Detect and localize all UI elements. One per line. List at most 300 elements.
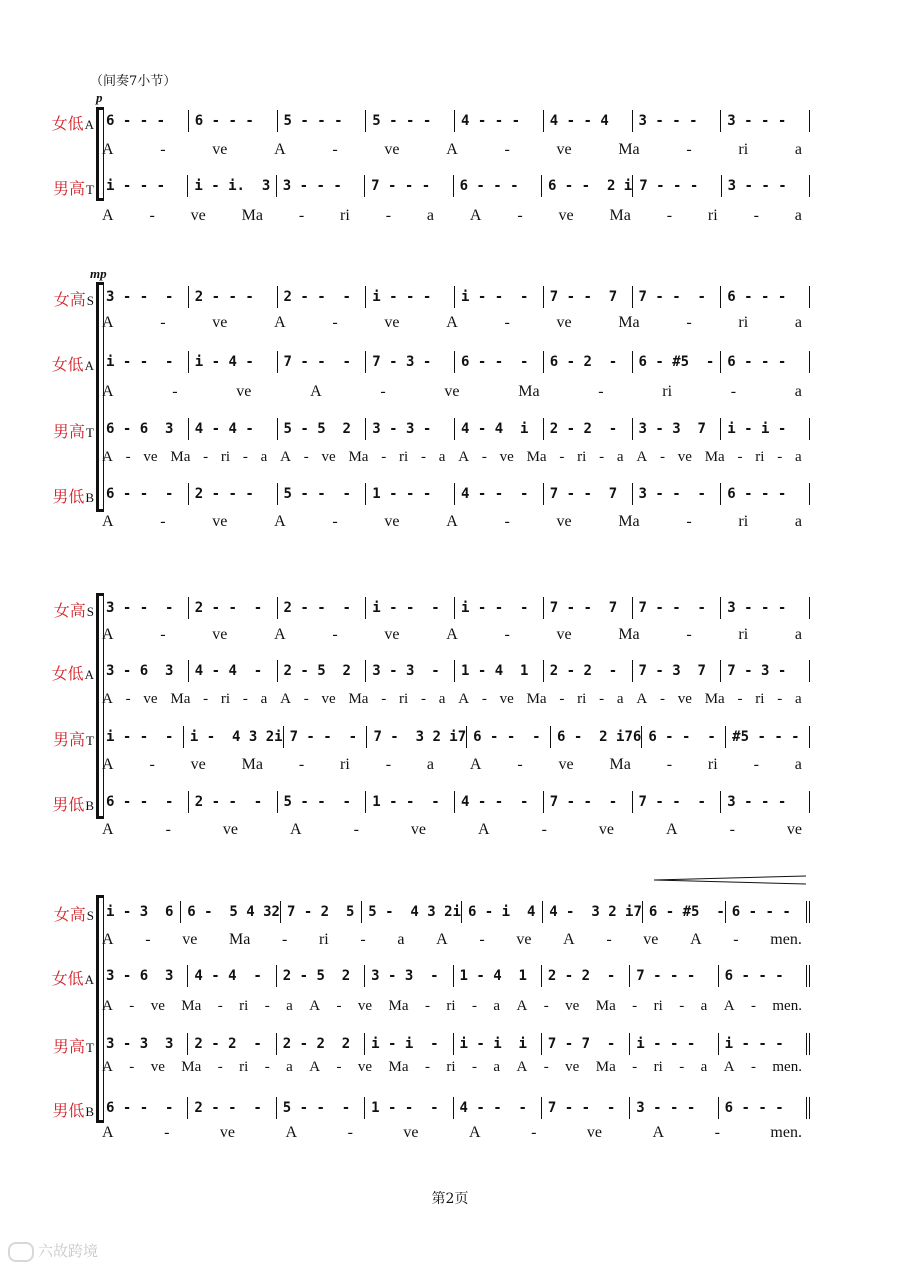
- tenor-staff: [100, 418, 810, 440]
- lyric: a: [397, 931, 405, 948]
- bass-lyrics: [102, 513, 802, 533]
- lyric: A: [636, 449, 648, 465]
- measure: 4 - 4 -: [189, 660, 278, 682]
- lyric: -: [666, 207, 673, 224]
- measure: 5 - 4 3 2i: [362, 901, 462, 923]
- alto-lyrics: [102, 691, 802, 711]
- measure: i - 4 -: [189, 351, 278, 373]
- lyric: a: [794, 691, 802, 707]
- lyric: A: [102, 626, 114, 643]
- lyric: A: [102, 314, 114, 331]
- lyric: -: [303, 449, 309, 465]
- lyric: -: [380, 383, 386, 400]
- measure: 6 - - -: [719, 965, 810, 987]
- lyric: ri: [318, 931, 329, 948]
- lyric: -: [559, 449, 565, 465]
- measure: 3 - 6 3: [100, 660, 189, 682]
- lyric: -: [750, 1059, 756, 1075]
- lyric: -: [160, 314, 166, 331]
- lyric: -: [281, 931, 288, 948]
- lyric: ve: [499, 449, 514, 465]
- measure: 7 - - -: [633, 597, 722, 619]
- lyric: A: [102, 691, 113, 707]
- lyric: -: [160, 513, 166, 530]
- measure: #5 - - -: [726, 726, 810, 748]
- lyric: -: [733, 931, 739, 948]
- lyric: -: [753, 756, 759, 773]
- lyric: A: [690, 931, 702, 948]
- lyric: A: [446, 314, 458, 331]
- lyric: ri: [446, 1059, 456, 1075]
- measure: 6 - - -: [467, 726, 551, 748]
- soprano-lyrics: [102, 931, 802, 951]
- measure: 5 - - -: [277, 1097, 365, 1119]
- lyric: -: [517, 207, 523, 224]
- lyric: ve: [222, 821, 238, 838]
- measure: i - 3 6: [100, 901, 181, 923]
- voice-label-alto: 女低A: [51, 355, 94, 374]
- lyric: ri: [738, 513, 749, 530]
- lyric: -: [129, 998, 135, 1014]
- lyric: ri: [738, 141, 749, 158]
- measure: 7 - - -: [542, 1097, 630, 1119]
- soprano-staff: [100, 597, 810, 619]
- lyric: -: [750, 998, 756, 1014]
- measure: 2 - - -: [189, 483, 278, 505]
- measure: i - 4 3 2i: [184, 726, 284, 748]
- lyric: a: [286, 998, 293, 1014]
- lyric: A: [723, 998, 735, 1014]
- lyric: Ma: [388, 1059, 409, 1075]
- measure: 6 - i 4: [462, 901, 543, 923]
- lyric: ri: [220, 691, 231, 707]
- lyric: A: [516, 1059, 528, 1075]
- lyric: -: [149, 756, 155, 773]
- lyric: A: [436, 931, 448, 948]
- measure: 6 - - -: [721, 351, 810, 373]
- lyric: -: [303, 691, 309, 707]
- measure: 6 - - -: [100, 483, 189, 505]
- lyric: -: [125, 449, 131, 465]
- lyric: -: [203, 691, 209, 707]
- lyric: -: [606, 931, 612, 948]
- measure: 3 - - -: [722, 175, 810, 197]
- measure: i - - -: [719, 1033, 810, 1055]
- lyric: ve: [357, 1059, 373, 1075]
- lyric: A: [280, 691, 291, 707]
- lyric: ve: [143, 449, 158, 465]
- bass-staff: [100, 483, 810, 505]
- measure: 7 - 7 -: [542, 1033, 630, 1055]
- measure: 6 - - 2 i: [542, 175, 633, 197]
- lyric: ve: [558, 756, 574, 773]
- lyric: -: [632, 1059, 638, 1075]
- measure: 6 - - -: [189, 110, 278, 132]
- lyric: ve: [586, 1124, 602, 1141]
- lyric: Ma: [170, 449, 191, 465]
- lyric: men.: [770, 931, 802, 948]
- lyric: -: [217, 1059, 223, 1075]
- lyric: -: [381, 449, 387, 465]
- tenor-staff: [100, 726, 810, 748]
- measure: 2 - - -: [188, 1097, 276, 1119]
- lyric: -: [504, 626, 510, 643]
- measure: 7 - 2 5: [281, 901, 362, 923]
- lyric: -: [203, 449, 209, 465]
- measure: 2 - - -: [278, 597, 367, 619]
- lyric: -: [217, 998, 223, 1014]
- lyric: ve: [444, 383, 460, 400]
- lyric: ri: [577, 449, 587, 465]
- lyric: ve: [321, 691, 336, 707]
- lyric: -: [777, 691, 783, 707]
- lyric: -: [599, 449, 605, 465]
- lyric: Ma: [348, 449, 369, 465]
- lyric: A: [102, 1124, 114, 1141]
- lyric: Ma: [181, 1059, 202, 1075]
- lyric: a: [794, 449, 802, 465]
- lyric: ri: [239, 998, 249, 1014]
- voice-label-tenor: 男高T: [53, 422, 94, 441]
- lyric: -: [666, 756, 673, 773]
- lyric: A: [274, 314, 286, 331]
- measure: 3 - - -: [630, 1097, 718, 1119]
- lyric: -: [420, 449, 426, 465]
- measure: 6 - - -: [455, 351, 544, 373]
- lyric: -: [729, 821, 735, 838]
- lyric: -: [504, 314, 510, 331]
- lyric: -: [686, 314, 692, 331]
- measure: 7 - - 7: [544, 286, 633, 308]
- lyric: -: [777, 449, 783, 465]
- alto-lyrics: [102, 998, 802, 1018]
- measure: 2 - 5 2: [277, 965, 365, 987]
- lyric: ve: [190, 756, 206, 773]
- lyric: Ma: [609, 756, 631, 773]
- lyric: ve: [786, 821, 802, 838]
- lyric: -: [332, 513, 338, 530]
- measure: 7 - - -: [365, 175, 453, 197]
- lyric: ve: [212, 626, 228, 643]
- measure: i - i -: [365, 1033, 453, 1055]
- measure: 6 - - -: [100, 791, 189, 813]
- lyric: Ma: [618, 626, 640, 643]
- voice-label-tenor: 男高T: [53, 179, 94, 198]
- lyric: ve: [677, 449, 692, 465]
- measure: 7 - 3 2 i7: [367, 726, 467, 748]
- dynamic-p: p: [96, 90, 103, 105]
- measure: 3 - - -: [277, 175, 365, 197]
- lyric: Ma: [618, 314, 640, 331]
- lyric: ve: [384, 141, 400, 158]
- voice-label-alto: 女低A: [51, 664, 94, 683]
- lyric: ri: [653, 1059, 663, 1075]
- lyric: -: [598, 383, 604, 400]
- lyric: A: [102, 141, 114, 158]
- measure: i - i. 3: [188, 175, 276, 197]
- lyric: -: [541, 821, 547, 838]
- measure: 2 - 2 -: [542, 965, 630, 987]
- measure: 2 - - -: [189, 286, 278, 308]
- alto-staff: [100, 110, 810, 132]
- measure: 7 - - -: [278, 351, 367, 373]
- lyric: ve: [190, 207, 206, 224]
- measure: i - - -: [630, 1033, 718, 1055]
- lyric: ve: [556, 141, 572, 158]
- lyric: a: [794, 513, 802, 530]
- decrescendo-hairpin: [652, 874, 808, 886]
- lyric: Ma: [228, 931, 251, 948]
- lyric: ve: [556, 626, 572, 643]
- voice-label-alto: 女低A: [51, 114, 94, 133]
- lyric: Ma: [595, 1059, 616, 1075]
- voice-label-bass: 男低B: [52, 1101, 94, 1120]
- lyric: ve: [556, 513, 572, 530]
- lyric: -: [164, 1124, 170, 1141]
- lyric: -: [160, 626, 166, 643]
- measure: 2 - 2 2: [277, 1033, 365, 1055]
- lyric: A: [563, 931, 575, 948]
- lyric: Ma: [518, 383, 540, 400]
- alto-staff: [100, 351, 810, 373]
- lyric: -: [479, 931, 485, 948]
- measure: 6 - - -: [642, 726, 726, 748]
- measure: 6 - - -: [100, 1097, 188, 1119]
- lyric: ve: [212, 314, 228, 331]
- dynamic-mp: mp: [90, 266, 107, 281]
- lyric: ve: [219, 1124, 235, 1141]
- measure: 4 - - -: [454, 1097, 542, 1119]
- lyric: ri: [577, 691, 587, 707]
- lyric: ve: [182, 931, 198, 948]
- lyric: A: [274, 626, 286, 643]
- measure: 3 - 3 -: [366, 660, 455, 682]
- lyric: Ma: [618, 513, 640, 530]
- soprano-lyrics: [102, 626, 802, 646]
- lyric: -: [332, 141, 338, 158]
- measure: 3 - - -: [721, 110, 810, 132]
- lyric: A: [102, 998, 113, 1014]
- soprano-lyrics: [102, 314, 802, 334]
- lyric: A: [280, 449, 291, 465]
- lyric: a: [616, 691, 624, 707]
- measure: 2 - 5 2: [278, 660, 367, 682]
- lyric: ve: [565, 998, 580, 1014]
- lyric: Ma: [704, 449, 725, 465]
- lyric: A: [446, 626, 458, 643]
- voice-label-soprano: 女高S: [53, 290, 94, 309]
- measure: 4 - 4 -: [188, 965, 276, 987]
- lyric: ve: [516, 931, 532, 948]
- lyric: A: [290, 821, 302, 838]
- lyric: -: [471, 998, 477, 1014]
- measure: 3 - - -: [721, 597, 810, 619]
- lyric: ve: [384, 513, 400, 530]
- measure: 5 - - -: [278, 483, 367, 505]
- measure: i - - -: [100, 726, 184, 748]
- voice-label-bass: 男低B: [52, 487, 94, 506]
- lyric: ve: [565, 1059, 580, 1075]
- measure: 3 - 3 -: [366, 418, 455, 440]
- alto-staff: [100, 965, 810, 987]
- lyric: -: [753, 207, 759, 224]
- measure: 6 - #5 -: [643, 901, 726, 923]
- lyric: -: [737, 691, 743, 707]
- lyric: -: [385, 207, 392, 224]
- lyric: -: [504, 513, 510, 530]
- lyric: ve: [236, 383, 252, 400]
- lyric: -: [543, 1059, 549, 1075]
- lyric: a: [616, 449, 624, 465]
- lyric: -: [298, 207, 305, 224]
- measure: 1 - - -: [365, 1097, 453, 1119]
- lyric: a: [794, 626, 802, 643]
- tenor-lyrics: [102, 756, 802, 776]
- lyric: -: [679, 998, 685, 1014]
- lyric: a: [493, 998, 501, 1014]
- lyric: -: [659, 449, 665, 465]
- lyric: -: [517, 756, 523, 773]
- lyric: -: [242, 691, 248, 707]
- lyric: ve: [384, 314, 400, 331]
- lyric: ri: [399, 449, 409, 465]
- lyric: ve: [410, 821, 426, 838]
- lyric: a: [260, 691, 268, 707]
- interlude-note: （间奏7小节）: [90, 74, 177, 89]
- measure: 3 - - -: [100, 597, 189, 619]
- lyric: -: [332, 626, 338, 643]
- lyric: ri: [755, 449, 765, 465]
- tenor-lyrics: [102, 207, 802, 227]
- lyric: a: [438, 691, 446, 707]
- lyric: ri: [738, 626, 749, 643]
- lyric: Ma: [595, 998, 616, 1014]
- lyric: -: [336, 1059, 342, 1075]
- lyric: -: [686, 513, 692, 530]
- lyric: ri: [653, 998, 663, 1014]
- measure: 1 - 4 1: [455, 660, 544, 682]
- lyric: Ma: [241, 207, 263, 224]
- lyric: Ma: [704, 691, 725, 707]
- lyric: Ma: [241, 756, 263, 773]
- measure: 7 - - -: [284, 726, 368, 748]
- lyric: ve: [150, 1059, 165, 1075]
- measure: 4 - - -: [455, 110, 544, 132]
- measure: 3 - - -: [633, 483, 722, 505]
- lyric: Ma: [170, 691, 191, 707]
- voice-label-tenor: 男高T: [53, 1037, 94, 1056]
- voice-label-soprano: 女高S: [53, 905, 94, 924]
- measure: 2 - 2 -: [544, 418, 633, 440]
- lyric: -: [347, 1124, 353, 1141]
- measure: i - - -: [366, 597, 455, 619]
- lyric: A: [309, 1059, 321, 1075]
- lyric: -: [420, 691, 426, 707]
- measure: 3 - - -: [721, 791, 810, 813]
- tenor-staff: [100, 175, 810, 197]
- lyric: -: [145, 931, 151, 948]
- measure: 6 - 6 3: [100, 418, 189, 440]
- measure: 6 - - -: [726, 901, 810, 923]
- lyric: -: [659, 691, 665, 707]
- tenor-lyrics: [102, 1059, 802, 1079]
- measure: 2 - 2 -: [188, 1033, 276, 1055]
- lyric: ve: [598, 821, 614, 838]
- watermark: [8, 1240, 98, 1262]
- lyric: -: [686, 141, 692, 158]
- lyric: ve: [677, 691, 692, 707]
- lyric: Ma: [388, 998, 409, 1014]
- lyric: -: [242, 449, 248, 465]
- measure: 6 - 2 -: [544, 351, 633, 373]
- lyric: a: [700, 1059, 708, 1075]
- measure: 6 - - -: [454, 175, 542, 197]
- lyric: a: [260, 449, 268, 465]
- lyric: ve: [384, 626, 400, 643]
- measure: 1 - - -: [366, 483, 455, 505]
- lyric: ve: [558, 207, 574, 224]
- measure: 6 - - -: [100, 110, 189, 132]
- bass-lyrics: [102, 821, 802, 841]
- voice-label-tenor: 男高T: [53, 730, 94, 749]
- alto-lyrics: [102, 141, 802, 161]
- lyric: A: [478, 821, 490, 838]
- measure: 2 - 2 -: [544, 660, 633, 682]
- measure: 3 - 3 3: [100, 1033, 188, 1055]
- lyric: a: [794, 207, 802, 224]
- lyric: A: [285, 1124, 298, 1141]
- lyric: ri: [755, 691, 765, 707]
- lyric: ri: [446, 998, 456, 1014]
- lyric: ve: [212, 141, 228, 158]
- alto-lyrics: [102, 383, 802, 403]
- lyric: A: [723, 1059, 735, 1075]
- voice-label-soprano: 女高S: [53, 601, 94, 620]
- lyric: A: [274, 513, 286, 530]
- lyric: a: [426, 756, 434, 773]
- lyric: ri: [662, 383, 673, 400]
- measure: 6 - 2 i76: [551, 726, 642, 748]
- lyric: -: [332, 314, 338, 331]
- lyric: -: [160, 141, 166, 158]
- lyric: -: [385, 756, 392, 773]
- measure: 6 - - -: [721, 483, 810, 505]
- lyric: Ma: [526, 691, 547, 707]
- lyric: ri: [738, 314, 749, 331]
- bass-staff: [100, 791, 810, 813]
- measure: 7 - 3 -: [721, 660, 810, 682]
- lyric: -: [504, 141, 510, 158]
- lyric: -: [165, 821, 171, 838]
- lyric: ri: [340, 207, 350, 224]
- lyric: A: [516, 998, 528, 1014]
- lyric: -: [730, 383, 737, 400]
- lyric: A: [666, 821, 678, 838]
- lyric: a: [700, 998, 708, 1014]
- lyric: A: [102, 1059, 113, 1075]
- alto-staff: [100, 660, 810, 682]
- lyric: -: [424, 998, 430, 1014]
- measure: 2 - - -: [189, 791, 278, 813]
- lyric: ri: [239, 1059, 249, 1075]
- measure: i - - -: [100, 175, 188, 197]
- lyric: -: [714, 1124, 720, 1141]
- lyric: men.: [772, 1059, 802, 1075]
- lyric: -: [559, 691, 565, 707]
- lyric: -: [632, 998, 638, 1014]
- measure: 3 - - -: [100, 286, 189, 308]
- measure: i - - -: [455, 286, 544, 308]
